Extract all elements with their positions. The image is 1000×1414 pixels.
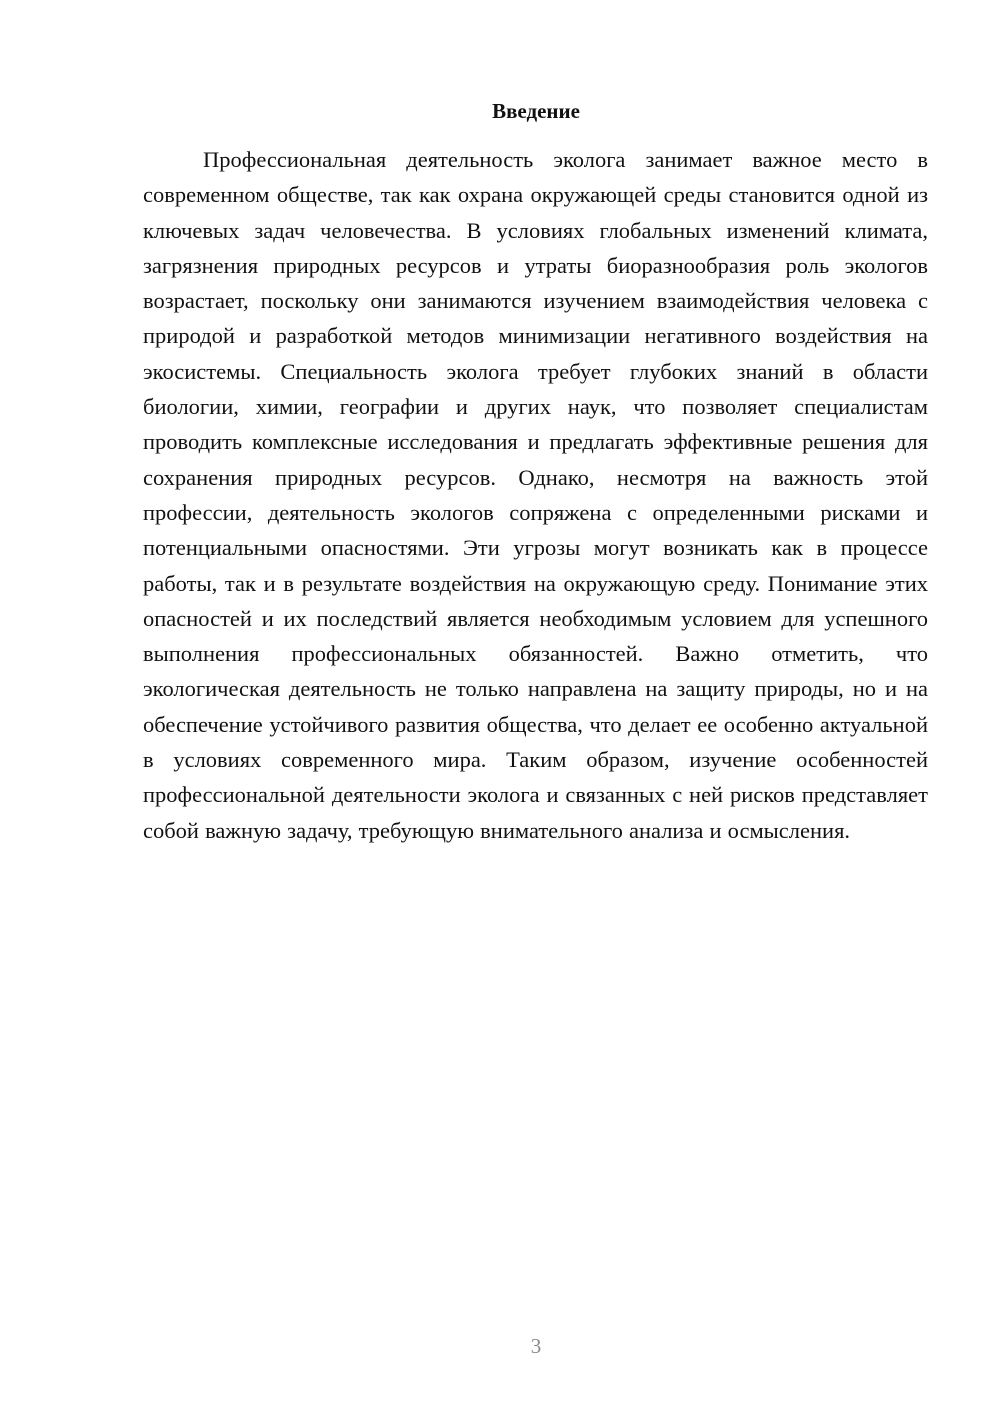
page-number: 3	[530, 1334, 542, 1358]
section-heading: Введение	[492, 99, 580, 123]
introduction-paragraph: Профессиональная деятельность эколога занимает важное место в современном обществе, так как охрана окружающей среды становится одной из ключевых задач человечества. В условиях глобальных изменений климата, загрязнения природных ресурсов и утраты биоразнообразия роль экологов возрастает, поскольку они занимаются изучением взаимодействия человека с природой и разработкой методов минимизации негативного воздействия на экосистемы. Специальность эколога требует глубоких знаний в области биологии, химии, географии и других наук, что позволяет специалистам проводить комплексные исследования и предлагать эффективные решения для сохранения природных ресурсов. Однако, несмотря на важность этой профессии, деятельность экологов сопряжена с определенными рисками и потенциальными опасностями. Эти угрозы могут возникать как в процессе работы, так и в результате воздействия на окружающую среду. Понимание этих опасностей и их последствий является необходимым условием для успешного выполнения профессиональных обязанностей. Важно отметить, что экологическая деятельность не только направлена на защиту природы, но и на обеспечение устойчивого развития общества, что делает ее особенно актуальной в условиях современного мира. Таким образом, изучение особенностей профессиональной деятельности эколога и связанных с ней рисков представляет собой важную задачу, требующую внимательного анализа и осмысления.	[143, 147, 928, 843]
